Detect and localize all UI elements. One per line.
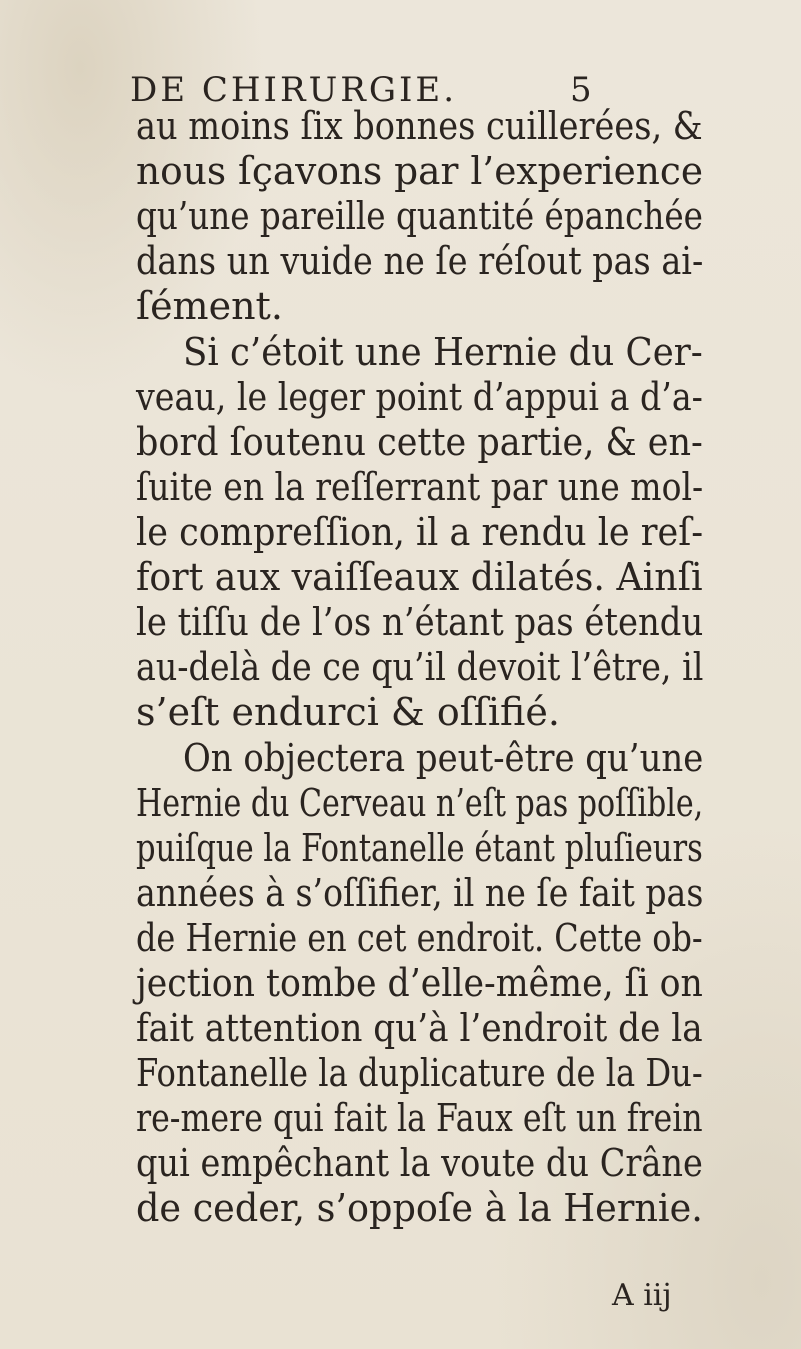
text-line: re-mere qui fait la Faux eſt un frein (136, 1096, 703, 1140)
text-line: Hernie du Cerveau n’eſt pas poſſible, (136, 781, 704, 825)
text-line: qui empêchant la voute du Crâne (136, 1141, 703, 1185)
text-line: On objectera peut-être qu’une (183, 736, 704, 780)
text-line: nous ſçavons par l’experience (136, 149, 704, 193)
text-line: ſuite en la reſſerrant par une mol- (136, 465, 704, 509)
text-line: s’eſt endurci & oſſifié. (136, 690, 560, 734)
text-line: Si c’étoit une Hernie du Cer- (183, 330, 703, 374)
page-number: 5 (570, 70, 595, 110)
text-line: bord ſoutenu cette partie, & en- (136, 420, 703, 464)
text-line: de ceder, s’oppoſe à la Hernie. (136, 1186, 703, 1230)
text-line: au-delà de ce qu’il devoit l’être, il (136, 645, 704, 689)
text-line: années à s’oſſifier, il ne ſe fait pas (136, 871, 704, 915)
text-line: fait attention qu’à l’endroit de la (136, 1006, 703, 1050)
text-line: fort aux vaiſſeaux dilatés. Ainſi (136, 555, 703, 599)
text-line: le tiſſu de l’os n’étant pas étendu (136, 600, 704, 644)
text-line: le compreſſion, il a rendu le reſ- (136, 510, 704, 554)
text-line: qu’une pareille quantité épanchée (136, 194, 703, 238)
text-line: veau, le leger point d’appui a d’a- (136, 375, 703, 419)
text-line: dans un vuide ne ſe réſout pas ai- (136, 239, 704, 283)
text-line: au moins ſix bonnes cuillerées, & (136, 104, 703, 148)
text-line: puiſque la Fontanelle étant pluſieurs (136, 826, 703, 870)
text-line: jection tombe d’elle-même, ſi on (136, 961, 703, 1005)
running-title: DE CHIRURGIE. (130, 70, 458, 110)
text-line: de Hernie en cet endroit. Cette ob- (136, 916, 703, 960)
text-line: Fontanelle la duplicature de la Du- (136, 1051, 703, 1095)
text-line: ſément. (136, 284, 283, 328)
signature-mark: A iij (612, 1278, 672, 1313)
